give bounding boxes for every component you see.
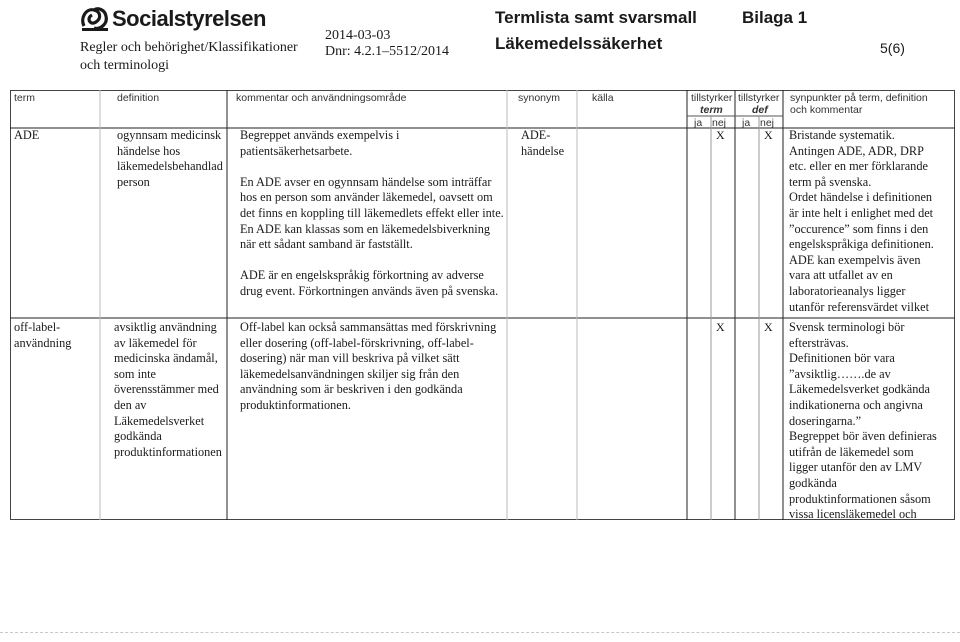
row2-viewpoint-line: ”avsiktlig…….de av (789, 366, 891, 381)
row1-comment-line: det finns en koppling till läkemedlets effekt eller inte. (240, 205, 504, 220)
row1-comment-line: hos en person som använder läkemedel, oavsett om (240, 190, 493, 205)
row1-comment-line (240, 253, 504, 269)
row2-definition-line: överensstämmer med (114, 382, 219, 397)
row1-viewpoints (789, 128, 934, 315)
row1-viewpoint-line: laboratorieanalys ligger (789, 283, 906, 298)
row1-viewpoint-line: utanför referensvärdet vilket (789, 299, 929, 314)
row2-term-line: användning (14, 335, 72, 350)
row1-comment-line: Begreppet används exempelvis i (240, 128, 400, 142)
document-dnr: Dnr: 4.2.1–5512/2014 (325, 44, 450, 59)
row2-definition-line: Läkemedelsverket (114, 413, 205, 428)
row1-comment-line (240, 159, 504, 175)
col-header-definition: definition (117, 92, 160, 104)
row1-def-nej-mark: X (764, 128, 773, 142)
row1-term-nej-mark: X (716, 128, 725, 142)
row1-comment-line: patientsäkerhetsarbete. (240, 143, 353, 158)
page-bottom-divider (0, 632, 960, 633)
row1-viewpoint-line: term på svenska. (789, 174, 872, 189)
row2-def-nej-mark: X (764, 320, 773, 334)
page-number: 5(6) (880, 40, 905, 56)
row2-viewpoint-line: doseringarna.” (789, 413, 862, 428)
document-title-line2: Läkemedelssäkerhet (495, 34, 663, 53)
row2-viewpoint-line: Definitionen bör vara (789, 351, 895, 366)
row2-definition-line: medicinska ändamål, (114, 351, 218, 366)
row1-comment-line: ADE är en engelskspråkig förkortning av adverse (240, 268, 484, 283)
row1-definition-line: ogynnsam medicinsk (117, 128, 222, 142)
row1-viewpoint-line: ”occurence” som finns i den (789, 221, 929, 236)
col-header-source: källa (592, 92, 614, 104)
row2-comment (240, 320, 496, 414)
row2-definition-line: den av (114, 397, 147, 412)
row1-comment-line: när ett sådant samband är fastställt. (240, 237, 413, 252)
row2-comment-line: användning som är beskriven i den godkända (240, 382, 463, 397)
row2-comment-line: produktinformationen. (240, 397, 351, 412)
row2-viewpoint-line: eftersträvas. (789, 335, 849, 350)
row2-definition (114, 320, 222, 460)
row2-term-nej-mark: X (716, 320, 725, 334)
row1-definition (117, 128, 223, 190)
row2-term (14, 320, 71, 351)
document-date: 2014-03-03 (325, 28, 391, 43)
row1-synonym (521, 128, 564, 159)
row1-comment-line: En ADE avser en ogynnsam händelse som inträffar (240, 174, 492, 189)
col-subheader-term-nej: nej (712, 117, 727, 129)
row1-definition-line: händelse hos (117, 143, 181, 158)
row1-viewpoint-line: är inte helt i enlighet med det (789, 205, 934, 220)
row1-viewpoint-line: engelskspråkiga definitionen. (789, 237, 934, 252)
row1-synonym-line: händelse (521, 143, 565, 158)
row1-viewpoint-line: etc. eller en mer förklarande (789, 159, 928, 174)
row2-viewpoint-line: Svensk terminologi bör (789, 320, 905, 334)
row2-comment-line: dosering) när man vill beskriva på vilket sätt (240, 351, 460, 366)
col-header-comment: kommentar och användningsområde (236, 92, 407, 104)
row1-term (14, 128, 39, 144)
col-header-synonym: synonym (518, 92, 561, 104)
row1-viewpoint-line: ADE kan exempelvis även (789, 252, 921, 267)
row2-viewpoint-line: vissa licensläkemedel och (789, 507, 917, 522)
row2-definition-line: som inte (114, 366, 157, 381)
col-header-viewpoints: synpunkter på term, definition (790, 92, 928, 104)
row2-definition-line: av läkemedel för (114, 335, 197, 350)
row2-comment-line: läkemedelsanvändningen skiljer sig från den (240, 366, 460, 381)
row2-viewpoint-line: Läkemedelsverket godkända (789, 382, 931, 397)
row1-synonym-line: ADE- (521, 128, 551, 142)
row2-comment-line: Off-label kan också sammansättas med förskrivning (240, 320, 497, 334)
row2-viewpoint-line: indikationerna och angivna (789, 397, 923, 412)
col-subheader-def-ja: ja (742, 117, 751, 129)
department-line1: Regler och behörighet/Klassifikationer (80, 40, 298, 55)
col-subheader-def: def (752, 104, 768, 116)
appendix-label: Bilaga 1 (742, 8, 808, 27)
department-line2: och terminologi (80, 58, 170, 73)
socialstyrelsen-logo-icon (80, 4, 110, 32)
row1-viewpoint-line: Bristande systematik. (789, 128, 895, 142)
row2-definition-line: godkända (114, 429, 162, 444)
row1-term-line: ADE (14, 128, 40, 142)
row1-viewpoint-line: Antingen ADE, ADR, DRP (789, 143, 924, 158)
row2-viewpoint-line: Begreppet bör även definieras (789, 429, 937, 444)
document-title-line1: Termlista samt svarsmall (495, 8, 697, 27)
col-subheader-def-nej: nej (760, 117, 775, 129)
col-header-viewpoints-line2: och kommentar (790, 104, 863, 116)
col-subheader-term: term (700, 104, 723, 116)
row2-definition-line: avsiktlig användning (114, 320, 217, 334)
row2-comment-line: eller dosering (off-label-förskrivning, off-label- (240, 335, 474, 350)
row1-definition-line: person (117, 174, 150, 189)
row1-comment-line: En ADE kan klassas som en läkemedelsbiverkning (240, 221, 490, 236)
row1-viewpoint-line: Ordet händelse i definitionen (789, 190, 933, 205)
row2-viewpoint-line: produktinformationen såsom (789, 491, 931, 506)
col-subheader-term-ja: ja (694, 117, 703, 129)
row2-viewpoint-line: ligger utanför den av LMV (789, 460, 923, 475)
col-header-term: term (14, 92, 35, 104)
row2-term-line: off-label- (14, 320, 61, 334)
row1-comment (240, 128, 504, 300)
row1-viewpoint-line: vara att utfallet av en (789, 268, 893, 283)
row1-definition-line: läkemedelsbehandlad (117, 159, 223, 174)
row2-definition-line: produktinformationen (114, 444, 222, 459)
row2-viewpoints (789, 320, 937, 523)
row2-viewpoint-line: utifrån de läkemedel som (789, 444, 914, 459)
row2-viewpoint-line: godkända (789, 475, 837, 490)
col-header-agree-term: tillstyrker (691, 92, 733, 104)
brand-name: Socialstyrelsen (112, 6, 266, 31)
col-header-agree-def: tillstyrker (738, 92, 780, 104)
row1-comment-line: drug event. Förkortningen används även på svenska. (240, 283, 499, 298)
